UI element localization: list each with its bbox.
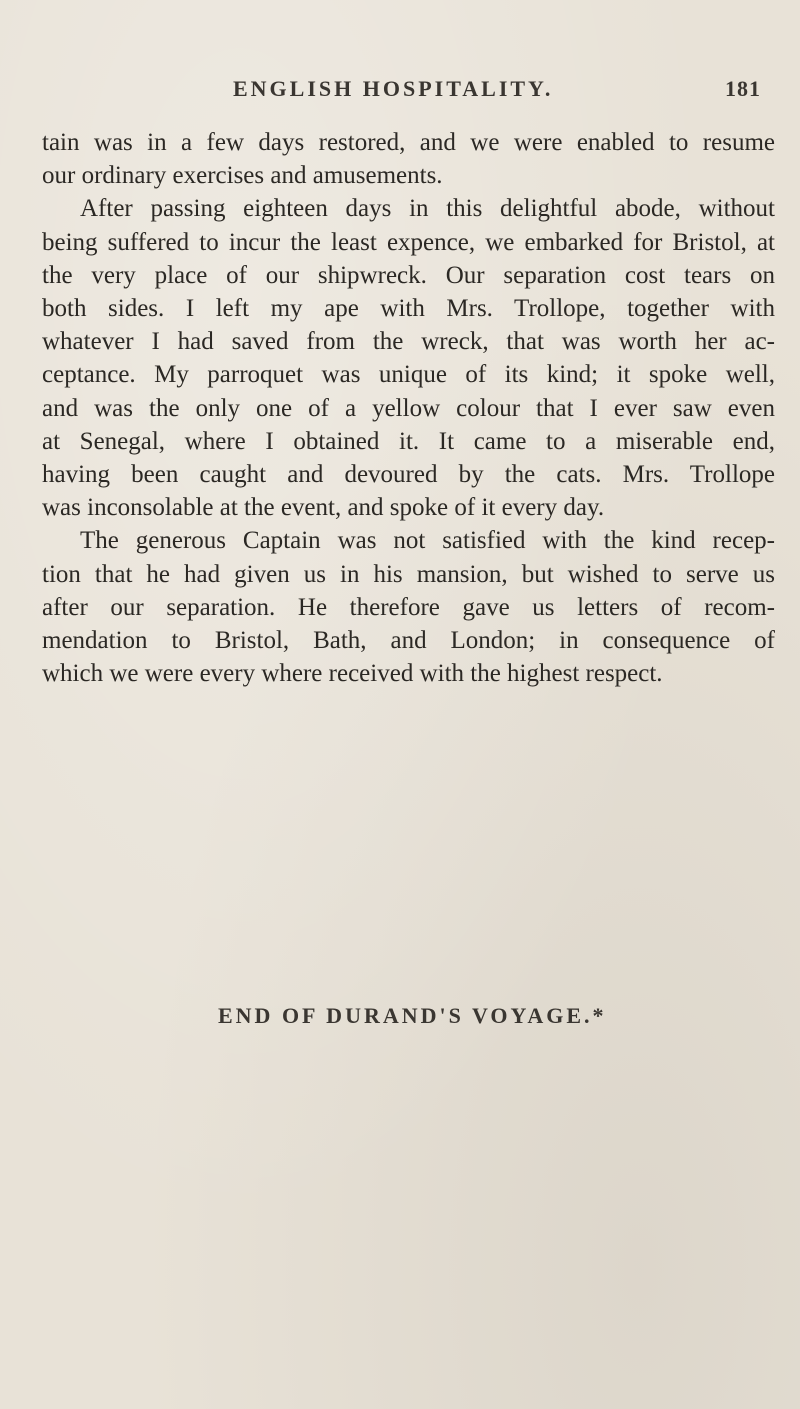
text-line: after our separation. He therefore gave us letters of recom- bbox=[42, 593, 775, 621]
text-line: tion that he had given us in his mansion, but wished to serve us bbox=[42, 560, 775, 588]
text-line: whatever I had saved from the wreck, that was worth her ac- bbox=[42, 328, 775, 356]
text-line: the very place of our shipwreck. Our separation cost tears on bbox=[42, 261, 775, 289]
running-head: ENGLISH HOSPITALITY. bbox=[233, 76, 554, 101]
body-text bbox=[42, 126, 775, 690]
text-line: both sides. I left my ape with Mrs. Trollope, together with bbox=[42, 295, 775, 323]
text-line: The generous Captain was not satisfied with the kind recep- bbox=[80, 527, 775, 555]
text-line: After passing eighteen days in this delightful abode, without bbox=[80, 195, 775, 223]
text-line: ceptance. My parroquet was unique of its kind; it spoke well, bbox=[42, 361, 775, 389]
text-line: at Senegal, where I obtained it. It came to a miserable end, bbox=[42, 427, 775, 455]
text-line: was inconsolable at the event, and spoke of it every day. bbox=[42, 494, 605, 522]
text-line: and was the only one of a yellow colour that I ever saw even bbox=[42, 394, 775, 422]
page-number: 181 bbox=[725, 76, 761, 101]
end-note: END OF DURAND'S VOYAGE.* bbox=[218, 1003, 607, 1028]
text-line: being suffered to incur the least expence, we embarked for Bristol, at bbox=[42, 228, 775, 256]
text-line: having been caught and devoured by the cats. Mrs. Trollope bbox=[42, 461, 775, 489]
page-header bbox=[0, 70, 800, 110]
text-line: which we were every where received with the highest respect. bbox=[42, 660, 663, 688]
text-line: mendation to Bristol, Bath, and London; in consequence of bbox=[42, 627, 775, 655]
text-line: our ordinary exercises and amusements. bbox=[42, 162, 443, 190]
text-line: tain was in a few days restored, and we were enabled to resume bbox=[42, 129, 775, 156]
